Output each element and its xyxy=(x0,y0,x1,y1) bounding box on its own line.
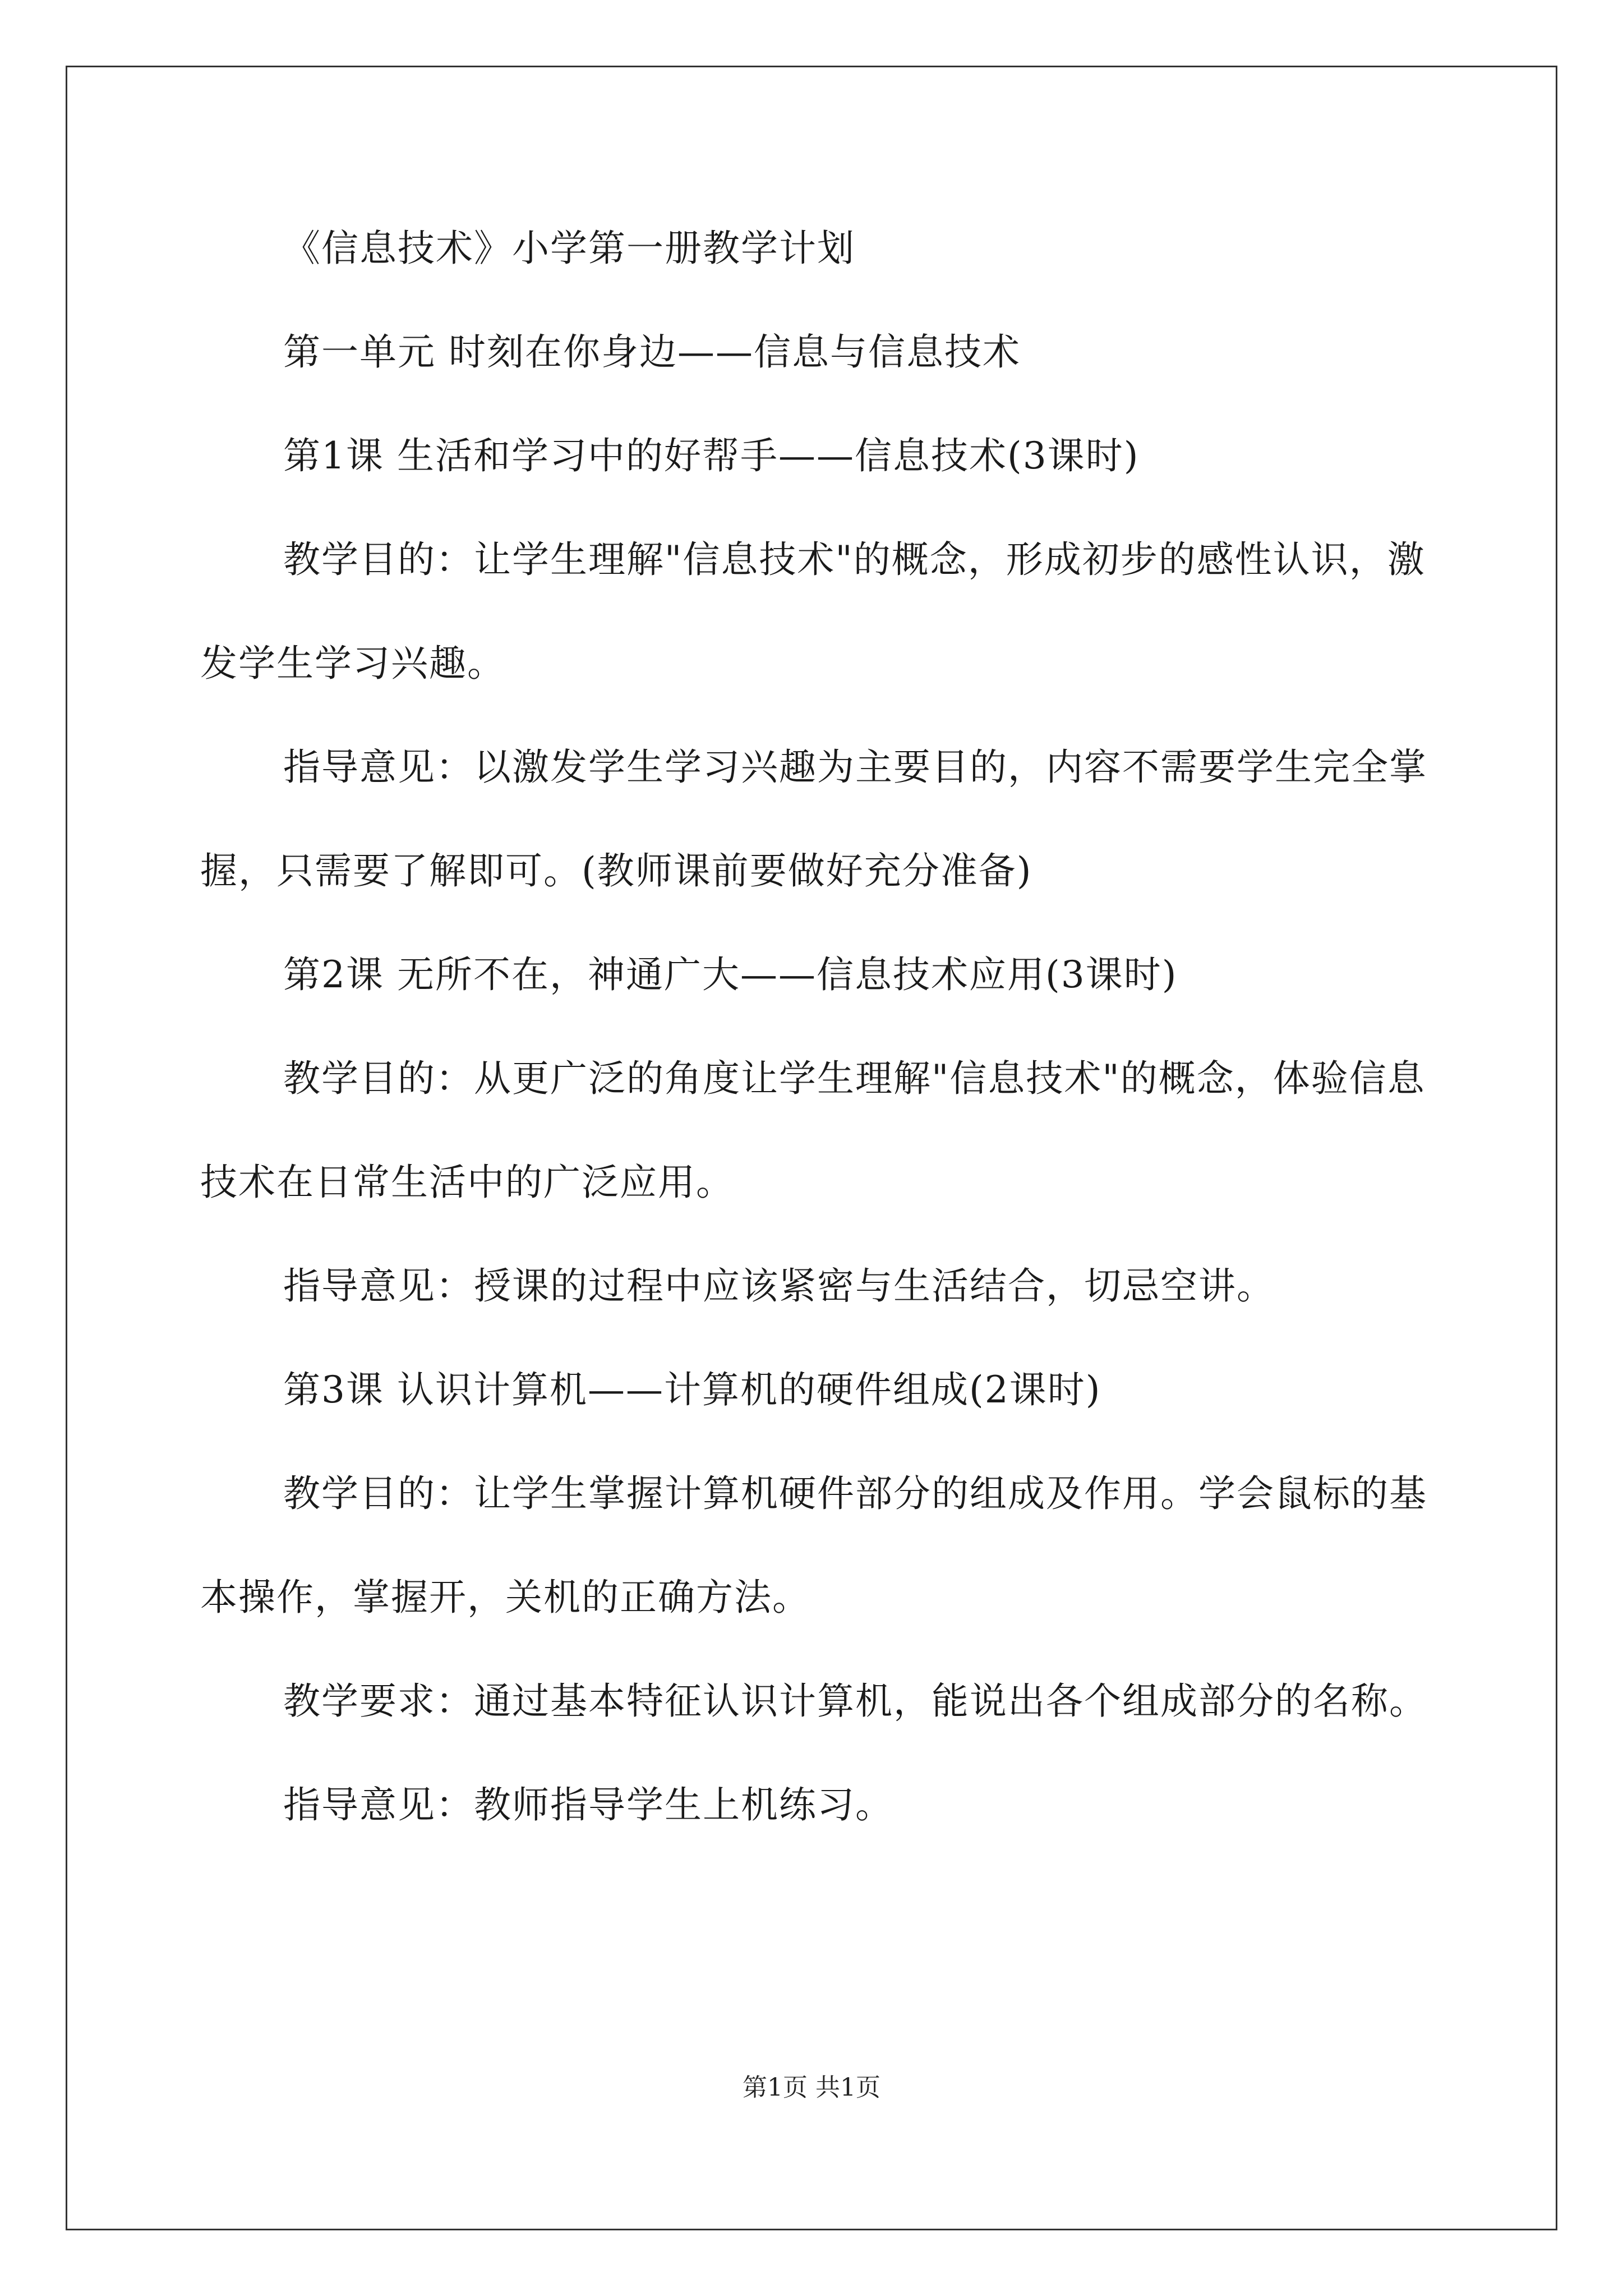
lesson-1-objective: 教学目的：让学生理解"信息技术"的概念，形成初步的感性认识，激发学生学习兴趣。 xyxy=(200,538,1426,685)
lesson-2-guidance: 指导意见：授课的过程中应该紧密与生活结合，切忌空讲。 xyxy=(283,1264,1275,1308)
document-body xyxy=(200,196,1428,1857)
document-title: 《信息技术》小学第一册教学计划 xyxy=(283,227,855,270)
unit-heading: 第一单元 时刻在你身边——信息与信息技术 xyxy=(283,330,1021,374)
lesson-3-objective: 教学目的：让学生掌握计算机硬件部分的组成及作用。学会鼠标的基本操作，掌握开，关机的正确方法。 xyxy=(200,1472,1427,1619)
page-footer: 第1页 共1页 xyxy=(743,2073,880,2102)
lesson-2-objective: 教学目的：从更广泛的角度让学生理解"信息技术"的概念，体验信息技术在日常生活中的广泛应用。 xyxy=(200,1057,1426,1204)
lesson-2-heading: 第2课 无所不在，神通广大——信息技术应用(3课时) xyxy=(283,953,1178,996)
lesson-1-guidance: 指导意见：以激发学生学习兴趣为主要目的，内容不需要学生完全掌握，只需要了解即可。(教师课前要做好充分准备) xyxy=(200,746,1427,892)
lesson-3-requirement: 教学要求：通过基本特征认识计算机，能说出各个组成部分的名称。 xyxy=(283,1680,1427,1723)
lesson-1-heading: 第1课 生活和学习中的好帮手——信息技术(3课时) xyxy=(283,434,1140,477)
lesson-3-guidance: 指导意见：教师指导学生上机练习。 xyxy=(283,1783,893,1826)
lesson-3-heading: 第3课 认识计算机——计算机的硬件组成(2课时) xyxy=(283,1368,1101,1411)
